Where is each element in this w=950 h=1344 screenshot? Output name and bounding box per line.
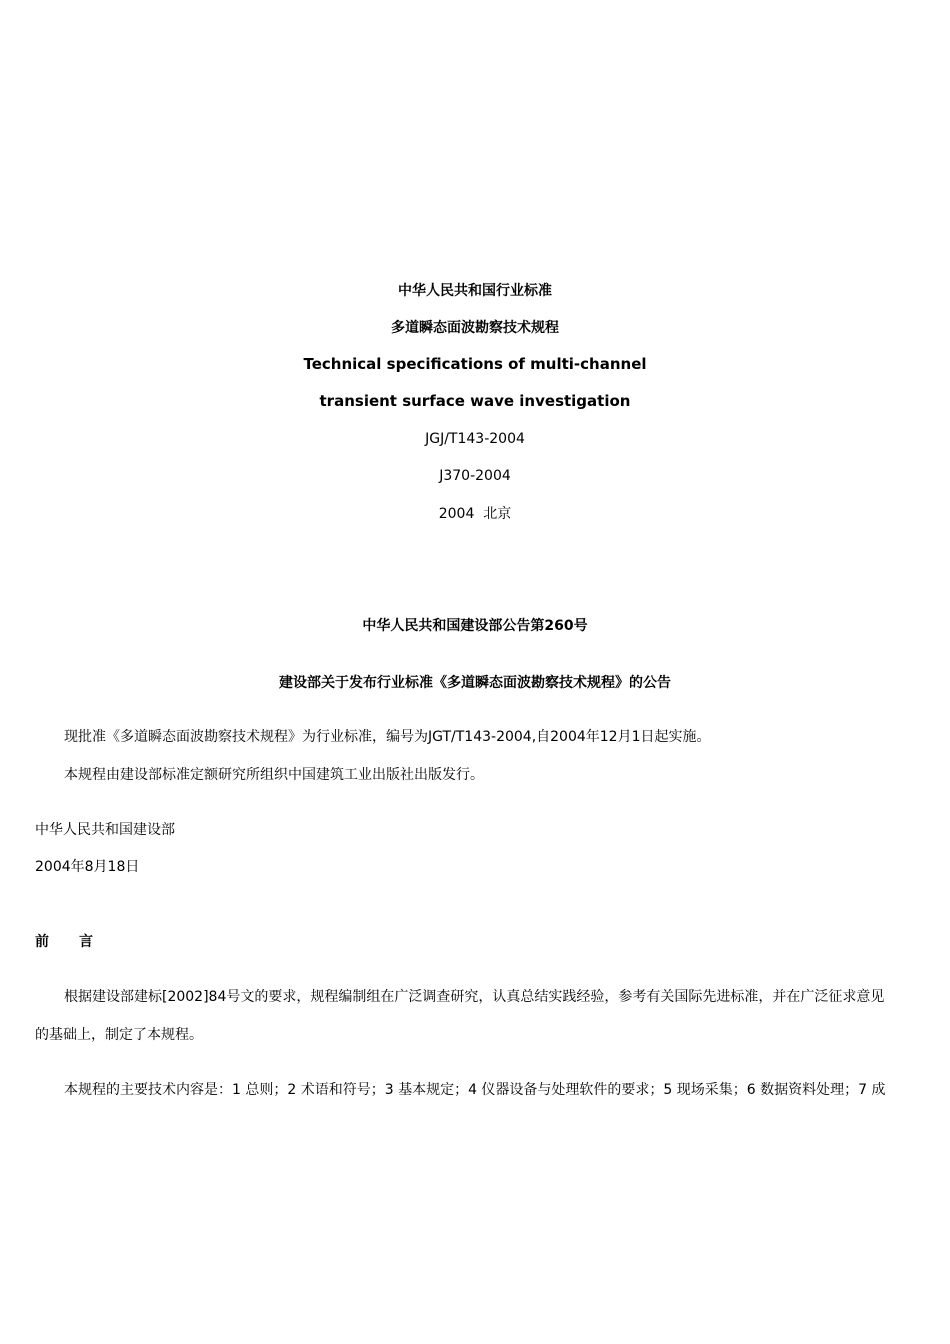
- notice-paragraph-1: 现批准《多道瞬态面波勘察技术规程》为行业标准，编号为JGT/T143-2004,自2004年12月1日起实施。: [64, 729, 711, 745]
- standard-code: JGJ/T143-2004: [425, 431, 525, 447]
- publication-city: 北京: [483, 506, 512, 522]
- preface-heading-char-2: 言: [79, 934, 93, 950]
- notice-issuer: 中华人民共和国建设部: [35, 822, 175, 838]
- preface-paragraph-2-line-1: 本规程的主要技术内容是：1 总则；2 术语和符号；3 基本规定；4 仪器设备与处理软件的要求；5 现场采集；6 数据资料处理；7 成: [64, 1082, 886, 1098]
- preface-heading-char-1: 前: [35, 934, 49, 950]
- publication-place-year: [0, 504, 950, 524]
- notice-heading: 中华人民共和国建设部公告第260号: [362, 618, 588, 634]
- notice-subheading: 建设部关于发布行业标准《多道瞬态面波勘察技术规程》的公告: [279, 675, 671, 691]
- record-code: J370-2004: [439, 468, 511, 484]
- standard-category: 中华人民共和国行业标准: [398, 283, 552, 299]
- notice-paragraph-2: 本规程由建设部标准定额研究所组织中国建筑工业出版社出版发行。: [64, 767, 484, 783]
- preface-heading: [35, 932, 93, 952]
- title-english-line1: Technical specifications of multi-channel: [303, 355, 647, 373]
- title-chinese: 多道瞬态面波勘察技术规程: [391, 320, 559, 336]
- preface-paragraph-1-line-2: 的基础上，制定了本规程。: [35, 1027, 203, 1043]
- preface-paragraph-1-line-1: 根据建设部建标[2002]84号文的要求，规程编制组在广泛调查研究，认真总结实践经验，参考有关国际先进标准，并在广泛征求意见: [64, 989, 885, 1005]
- publication-year: 2004: [438, 506, 475, 522]
- title-english-line2: transient surface wave investigation: [319, 392, 631, 410]
- notice-date: 2004年8月18日: [35, 859, 140, 875]
